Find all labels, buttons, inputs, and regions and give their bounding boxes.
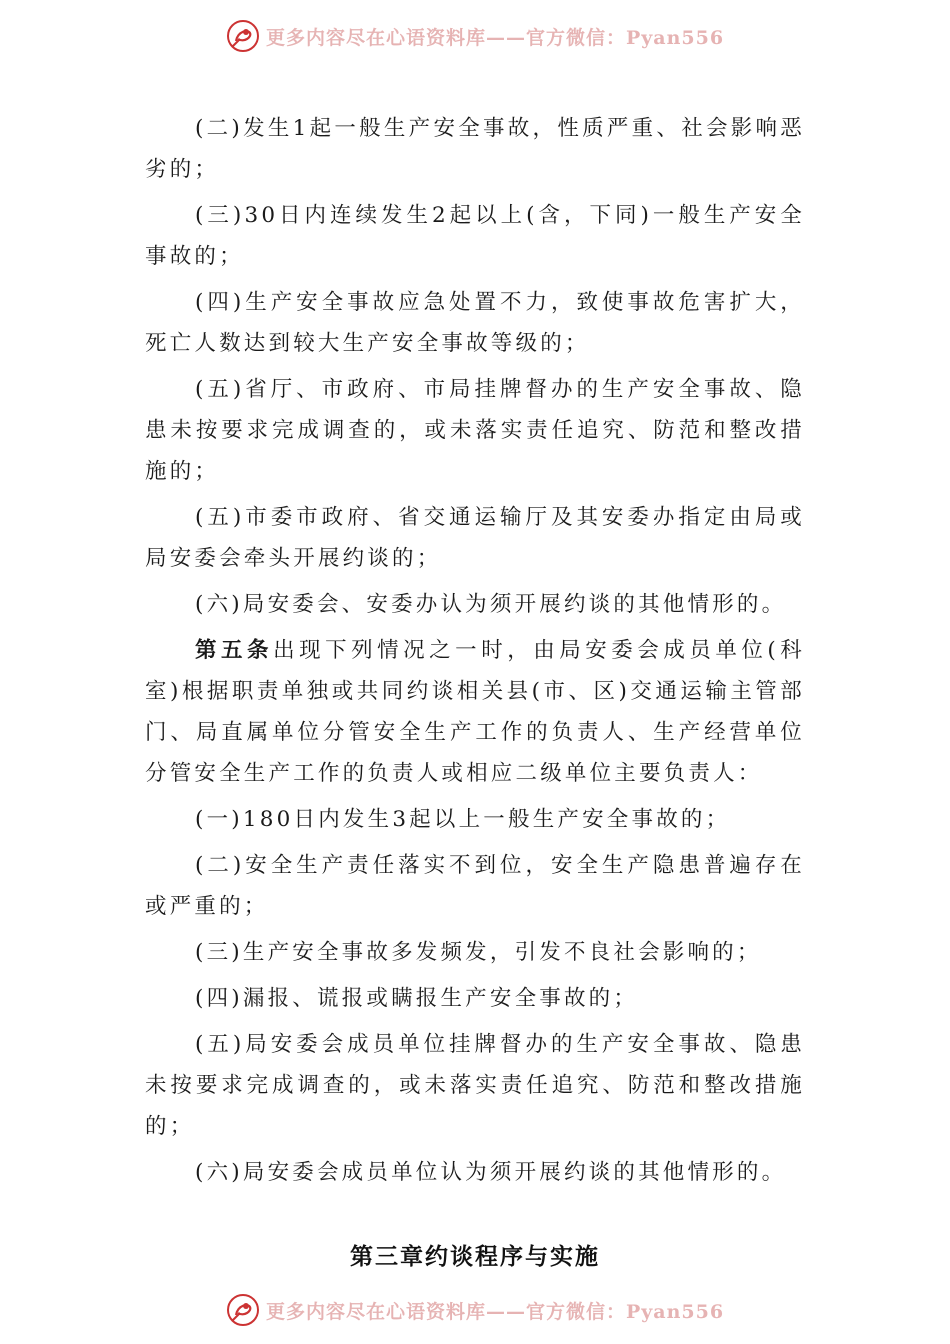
article-5-item: (六)局安委会成员单位认为须开展约谈的其他情形的。 bbox=[195, 1160, 787, 1185]
clause-paragraph: (四)生产安全事故应急处置不力，致使事故危害扩大，死亡人数达到较大生产安全事故等级的； bbox=[145, 290, 805, 356]
clause-paragraph: (五)省厅、市政府、市局挂牌督办的生产安全事故、隐患未按要求完成调查的，或未落实责任追究、防范和整改措施的； bbox=[145, 377, 805, 484]
article-5-item: (四)漏报、谎报或瞒报生产安全事故的； bbox=[195, 986, 639, 1011]
clause-paragraph: (三)30日内连续发生2起以上(含，下同)一般生产安全事故的； bbox=[145, 203, 805, 269]
chapter-heading: 第三章约谈程序与实施 bbox=[350, 1244, 600, 1270]
watermark-text: 更多内容尽在心语资料库——官方微信：Pyan556 bbox=[265, 1300, 725, 1323]
document-body bbox=[145, 108, 805, 1198]
article-5-item: (一)180日内发生3起以上一般生产安全事故的； bbox=[195, 807, 731, 832]
clause-paragraph: (二)发生1起一般生产安全事故，性质严重、社会影响恶劣的； bbox=[145, 116, 805, 182]
article-5-text: 出现下列情况之一时，由局安委会成员单位(科室)根据职责单独或共同约谈相关县(市、区)交通运输主管部门、局直属单位分管安全生产工作的负责人、生产经营单位分管安全生产工作的负责人或相应二级单位主要负责人： bbox=[145, 638, 805, 786]
article-5-item: (二)安全生产责任落实不到位，安全生产隐患普遍存在或严重的； bbox=[145, 853, 805, 919]
watermark-footer bbox=[0, 1290, 950, 1330]
article-5-item: (五)局安委会成员单位挂牌督办的生产安全事故、隐患未按要求完成调查的，或未落实责任追究、防范和整改措施的； bbox=[145, 1032, 805, 1139]
article-5-paragraph bbox=[145, 630, 805, 794]
flower-logo-icon bbox=[226, 19, 260, 53]
clause-paragraph: (六)局安委会、安委办认为须开展约谈的其他情形的。 bbox=[195, 592, 787, 617]
article-5-item: (三)生产安全事故多发频发，引发不良社会影响的； bbox=[195, 940, 762, 965]
flower-logo-icon bbox=[226, 1293, 260, 1327]
article-5-lead: 第五条 bbox=[195, 638, 274, 663]
watermark-header bbox=[0, 16, 950, 56]
watermark-text: 更多内容尽在心语资料库——官方微信：Pyan556 bbox=[265, 26, 725, 49]
clause-paragraph: (五)市委市政府、省交通运输厅及其安委办指定由局或局安委会牵头开展约谈的； bbox=[145, 505, 805, 571]
